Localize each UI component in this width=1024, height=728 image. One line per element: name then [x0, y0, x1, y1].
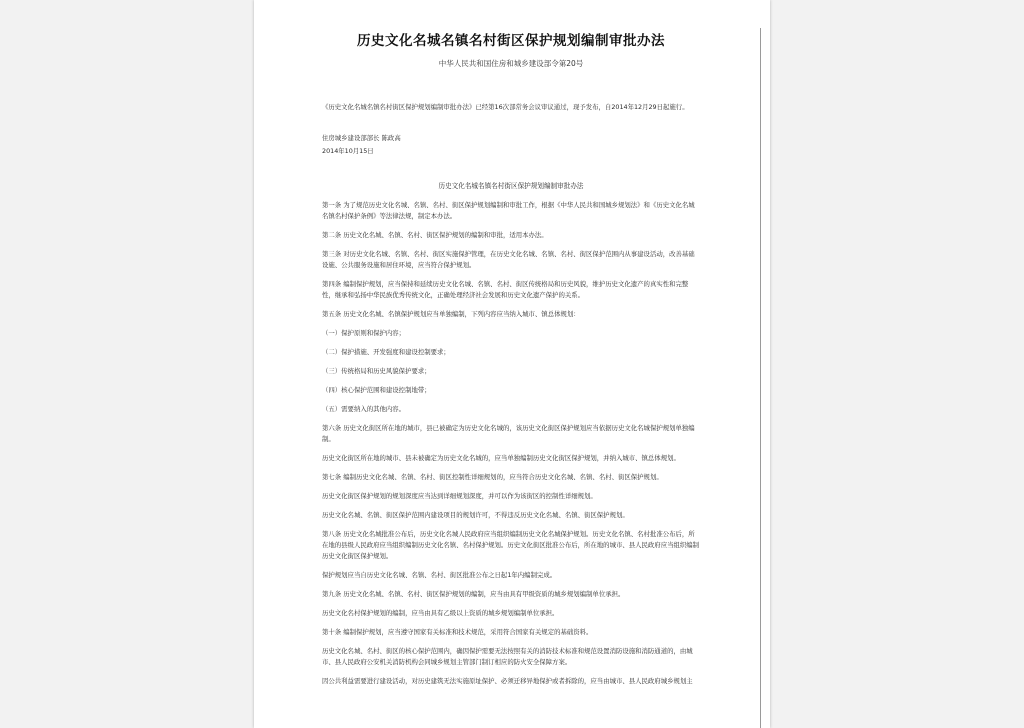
paragraph: 第十条 编制保护规划，应当遵守国家有关标准和技术规范，采用符合国家有关规定的基础资料。 [322, 628, 593, 636]
list-item: （二）保护措施、开发强度和建设控制要求； [322, 348, 450, 356]
paragraph: 历史文化名城、名镇、街区保护范围内建设项目的规划许可，不得违反历史文化名城、名镇、街区保护规划。 [322, 511, 629, 519]
paragraph: 第三条 对历史文化名城、名镇、名村、街区实施保护管理，在历史文化名城、名镇、名村、街区保护范围内从事建设活动，改善基础设施、公共服务设施和居住环境，应当符合保护规划。 [322, 250, 695, 269]
paragraph: 第五条 历史文化名城、名镇保护规划应当单独编制，下列内容应当纳入城市、镇总体规划： [322, 310, 580, 318]
paragraph: 第八条 历史文化名城批准公布后，历史文化名城人民政府应当组织编制历史文化名城保护规划。历史文化名镇、名村批准公布后，所在地的县级人民政府应当组织编制历史文化名镇、名村保护规划。历史文化街区批准公布后，所在地的城市、县人民政府应当组织编制历史文化街区保护规划。 [322, 530, 700, 560]
list-item: （三）传统格局和历史风貌保护要求； [322, 367, 431, 375]
paragraph: 历史文化名城、名村、街区的核心保护范围内，确因保护需要无法按照有关的消防技术标准和规范设置消防设施和消防通道的，由城市、县人民政府公安机关消防机构会同城乡规划主管部门制订相应的防火安全保障方案。 [322, 647, 693, 666]
intro-paragraph: 《历史文化名城名镇名村街区保护规划编制审批办法》已经第16次部常务会议审议通过，现予发布，自2014年12月29日起施行。 [322, 103, 689, 111]
paragraph: 第二条 历史文化名城、名镇、名村、街区保护规划的编制和审批，适用本办法。 [322, 231, 548, 239]
list-item: （四）核心保护范围和建设控制地带； [322, 386, 431, 394]
paragraph: 第九条 历史文化名城、名镇、名村、街区保护规划的编制，应当由具有甲级资质的城乡规划编制单位承担。 [322, 590, 625, 598]
paragraph: 历史文化名村保护规划的编制，应当由具有乙级以上资质的城乡规划编制单位承担。 [322, 609, 559, 617]
paragraph: 历史文化街区所在地的城市、县未被确定为历史文化名城的，应当单独编制历史文化街区保护规划，并纳入城市、镇总体规划。 [322, 454, 680, 462]
paragraph: 第七条 编制历史文化名城、名镇、名村、街区控制性详细规划的，应当符合历史文化名城、名镇、名村、街区保护规划。 [322, 473, 663, 481]
paragraph: 第六条 历史文化街区所在地的城市，县已被确定为历史文化名城的，该历史文化街区保护规划应当依据历史文化名城保护规划单独编制。 [322, 424, 695, 443]
page-content [322, 28, 700, 687]
document-subtitle: 中华人民共和国住房和城乡建设部令第20号 [438, 59, 584, 68]
paragraph: 保护规划应当自历史文化名城、名镇、名村、街区批准公布之日起1年内编制完成。 [322, 571, 557, 579]
list-item: （一）保护原则和保护内容； [322, 329, 406, 337]
paragraph: 因公共利益需要进行建设活动，对历史建筑无法实施原址保护、必须迁移异地保护或者拆除的，应当由城市、县人民政府城乡规划主 [322, 677, 693, 685]
inner-title: 历史文化名城名镇名村街区保护规划编制审批办法 [438, 182, 584, 190]
paragraph: 第一条 为了规范历史文化名城、名镇、名村、街区保护规划编制和审批工作，根据《中华人民共和国城乡规划法》和《历史文化名城名镇名村保护条例》等法律法规，制定本办法。 [322, 201, 695, 220]
page-edge-line [760, 28, 761, 728]
document-page [254, 0, 770, 728]
date-line: 2014年10月15日 [322, 147, 374, 155]
document-title: 历史文化名城名镇名村街区保护规划编制审批办法 [357, 33, 665, 49]
list-item: （五）需要纳入的其他内容。 [322, 405, 406, 413]
paragraph: 第四条 编制保护规划，应当保持和延续历史文化名城、名镇、名村、街区传统格局和历史风貌，维护历史文化遗产的真实性和完整性，继承和弘扬中华民族优秀传统文化，正确处理经济社会发展和历史文化遗产保护的关系。 [322, 280, 689, 299]
paragraph: 历史文化街区保护规划的规划深度应当达到详细规划深度，并可以作为该街区的控制性详细规划。 [322, 492, 597, 500]
signature-line: 住房城乡建设部部长 陈政高 [322, 134, 401, 142]
